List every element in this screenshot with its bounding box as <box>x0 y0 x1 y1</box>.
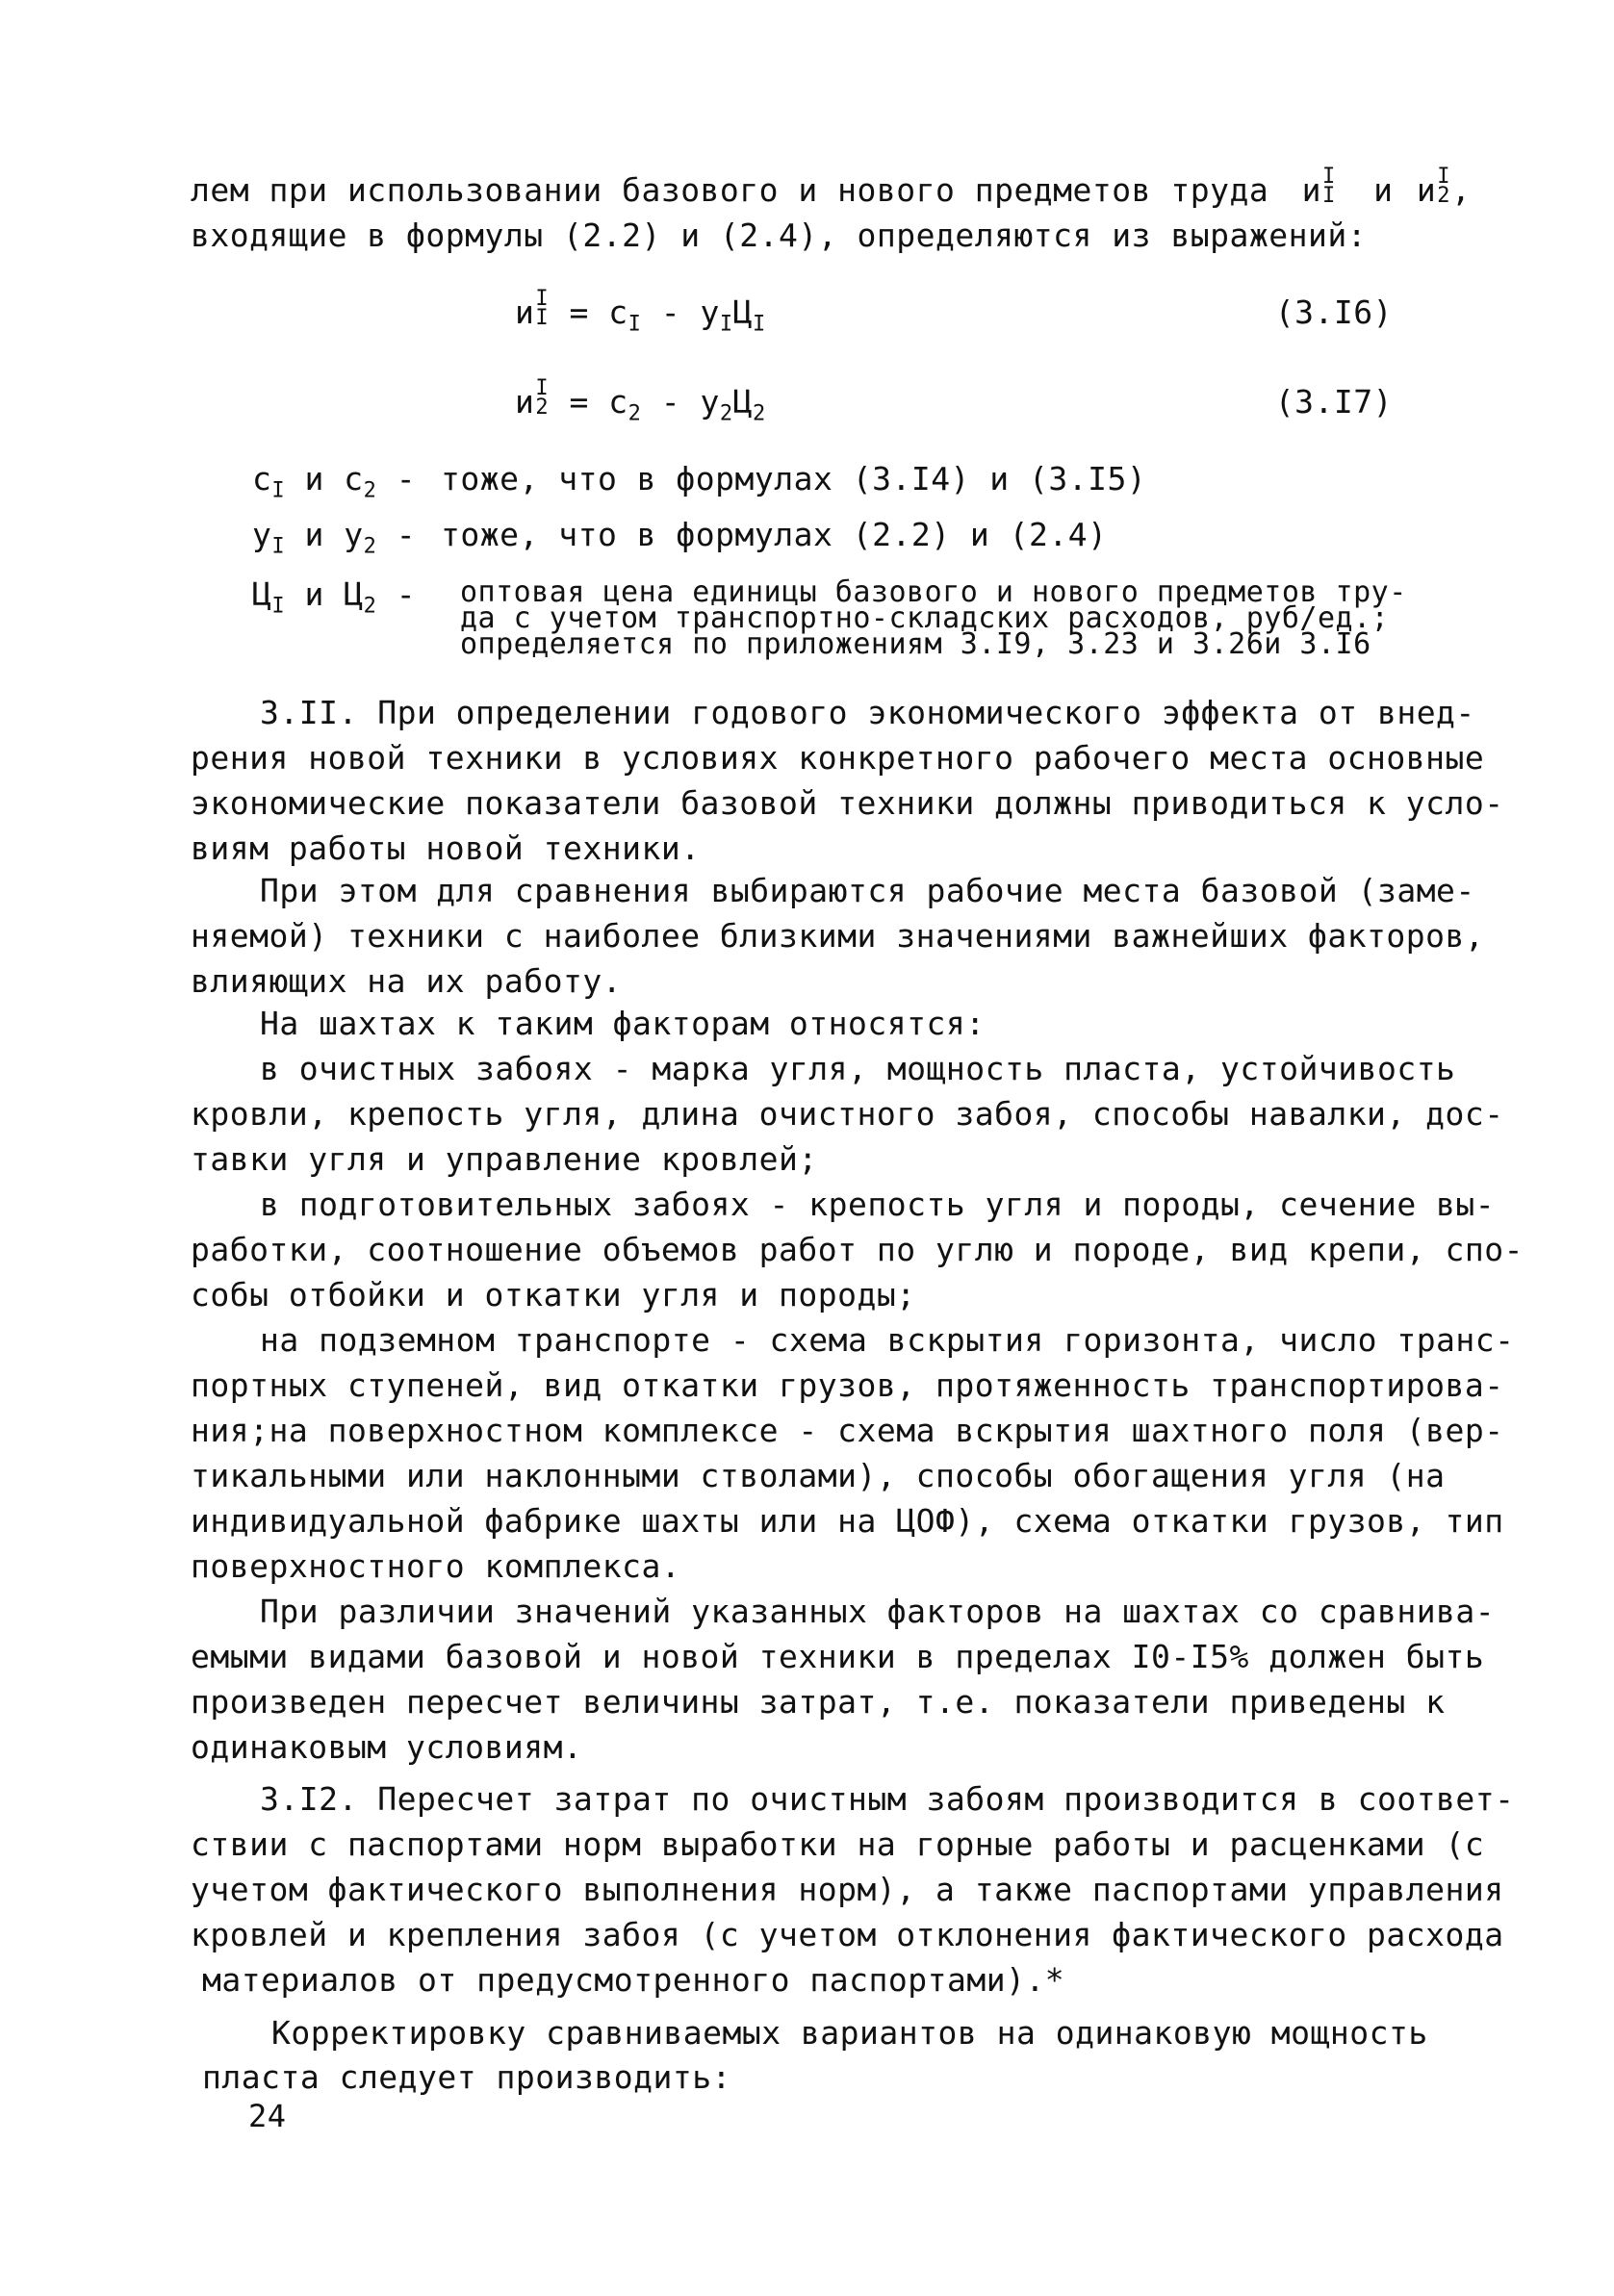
paragraph-compare-line: няемой) техники с наиболее близкими значениями важнейших факторов, <box>191 917 1485 955</box>
paragraph-3-11-line: виям работы новой техники. <box>191 829 701 867</box>
paragraph-transport-line: на подземном транспорте - схема вскрытия горизонта, число транс- <box>260 1321 1515 1359</box>
definition-text-c: тоже, что в формулах (3.I4) и (3.I5) <box>441 460 1147 497</box>
definition-text-ts-1: оптовая цена единицы базового и нового предметов тру- <box>460 575 1407 609</box>
paragraph-transport-line: ния;на поверхностном комплексе - схема вскрытия шахтного поля (вер- <box>191 1412 1504 1449</box>
definition-symbol-c: $c_I$ и $c_2$ - <box>252 460 417 503</box>
definition-symbol-ts: $Ц_I$ и $Ц_2$ - <box>252 575 417 619</box>
paragraph-3-11-line: экономические показатели базовой техники должны приводиться к усло- <box>191 784 1504 822</box>
paragraph-compare-line: влияющих на их работу. <box>191 962 623 1000</box>
paragraph-prep-line: в подготовительных забоях - крепость угля и породы, сечение вы- <box>260 1186 1496 1223</box>
paragraph-transport-line: индивидуальной фабрике шахты или на ЦОФ), схема откатки грузов, тип <box>191 1502 1504 1540</box>
paragraph-transport-line: портных ступеней, вид откатки грузов, протяженность транспортирова- <box>191 1366 1504 1404</box>
equation-3-16: и I I = $c_I - y_IЦ_I$ <box>515 286 766 337</box>
paragraph-transport-line: тикальными или наклонными стволами), способы обогащения угля (на <box>191 1457 1446 1494</box>
intro-line-2: входящие в формулы (2.2) и (2.4), определяются из выражений: <box>191 217 1368 254</box>
paragraph-3-12-line: учетом фактического выполнения норм), а также паспортами управления <box>191 1871 1504 1908</box>
definition-text-ts-2: да с учетом транспортно-складских расходов, руб/ед.; <box>460 601 1390 635</box>
symbol-i1: и I I <box>1301 164 1336 209</box>
paragraph-factors: На шахтах к таким факторам относятся: <box>260 1005 986 1042</box>
paragraph-prep-line: собы отбойки и откатки угля и породы; <box>191 1276 916 1314</box>
paragraph-3-12-line: 3.I2. Пересчет затрат по очистным забоям производится в соответ- <box>260 1780 1515 1818</box>
paragraph-3-12-line: кровлей и крепления забоя (с учетом отклонения фактического расхода <box>191 1916 1504 1953</box>
equation-3-17: и I 2 = $c_2 - y_2Ц_2$ <box>515 375 766 426</box>
paragraph-3-11-line: рения новой техники в условиях конкретного рабочего места основные <box>191 739 1485 777</box>
intro-text: лем при использовании базового и нового предметов труда <box>191 171 1269 209</box>
paragraph-faces-line: тавки угля и управление кровлей; <box>191 1140 818 1178</box>
paragraph-diff-line: одинаковым условиям. <box>191 1728 583 1766</box>
paragraph-faces-line: кровли, крепость угля, длина очистного забоя, способы навалки, дос- <box>191 1095 1504 1133</box>
definition-text-ts-3: определяется по приложениям 3.I9, 3.23 и 3.26и 3.I6 <box>460 627 1371 661</box>
paragraph-diff-line: произведен пересчет величины затрат, т.е. показатели приведены к <box>191 1683 1446 1721</box>
intro-line-1 <box>191 164 1472 213</box>
paragraph-3-12-line: ствии с паспортами норм выработки на горные работы и расценками (с <box>191 1825 1485 1863</box>
paragraph-transport-line: поверхностного комплекса. <box>191 1547 681 1585</box>
definition-text-y: тоже, что в формулах (2.2) и (2.4) <box>441 516 1108 553</box>
paragraph-faces-line: в очистных забоях - марка угля, мощность пласта, устойчивость <box>260 1050 1456 1087</box>
symbol-i2: и I 2 <box>1416 164 1450 209</box>
paragraph-prep-line: работки, соотношение объемов работ по углю и породе, вид крепи, спо- <box>191 1231 1524 1268</box>
paragraph-compare-line: При этом для сравнения выбираются рабочие места базовой (заме- <box>260 872 1475 909</box>
paragraph-3-12-line: материалов от предусмотренного паспортами).* <box>202 1961 1065 1999</box>
paragraph-3-11-line: 3.II. При определении годового экономического эффекта от внед- <box>260 694 1475 731</box>
page-number: 24 <box>248 2098 287 2134</box>
comma: , <box>1450 171 1472 209</box>
equation-number-3-17: (3.I7) <box>1274 383 1393 421</box>
equation-number-3-16: (3.I6) <box>1274 293 1393 331</box>
paragraph-correct-line: пласта следует производить: <box>202 2058 731 2096</box>
conjunction: и <box>1373 171 1394 209</box>
paragraph-diff-line: При различии значений указанных факторов на шахтах со сравнива- <box>260 1593 1496 1630</box>
paragraph-correct-line: Корректировку сравниваемых вариантов на одинаковую мощность <box>271 2014 1428 2052</box>
definition-symbol-y: $y_I$ и $y_2$ - <box>252 516 417 559</box>
paragraph-diff-line: емыми видами базовой и новой техники в пределах I0-I5% должен быть <box>191 1638 1485 1675</box>
